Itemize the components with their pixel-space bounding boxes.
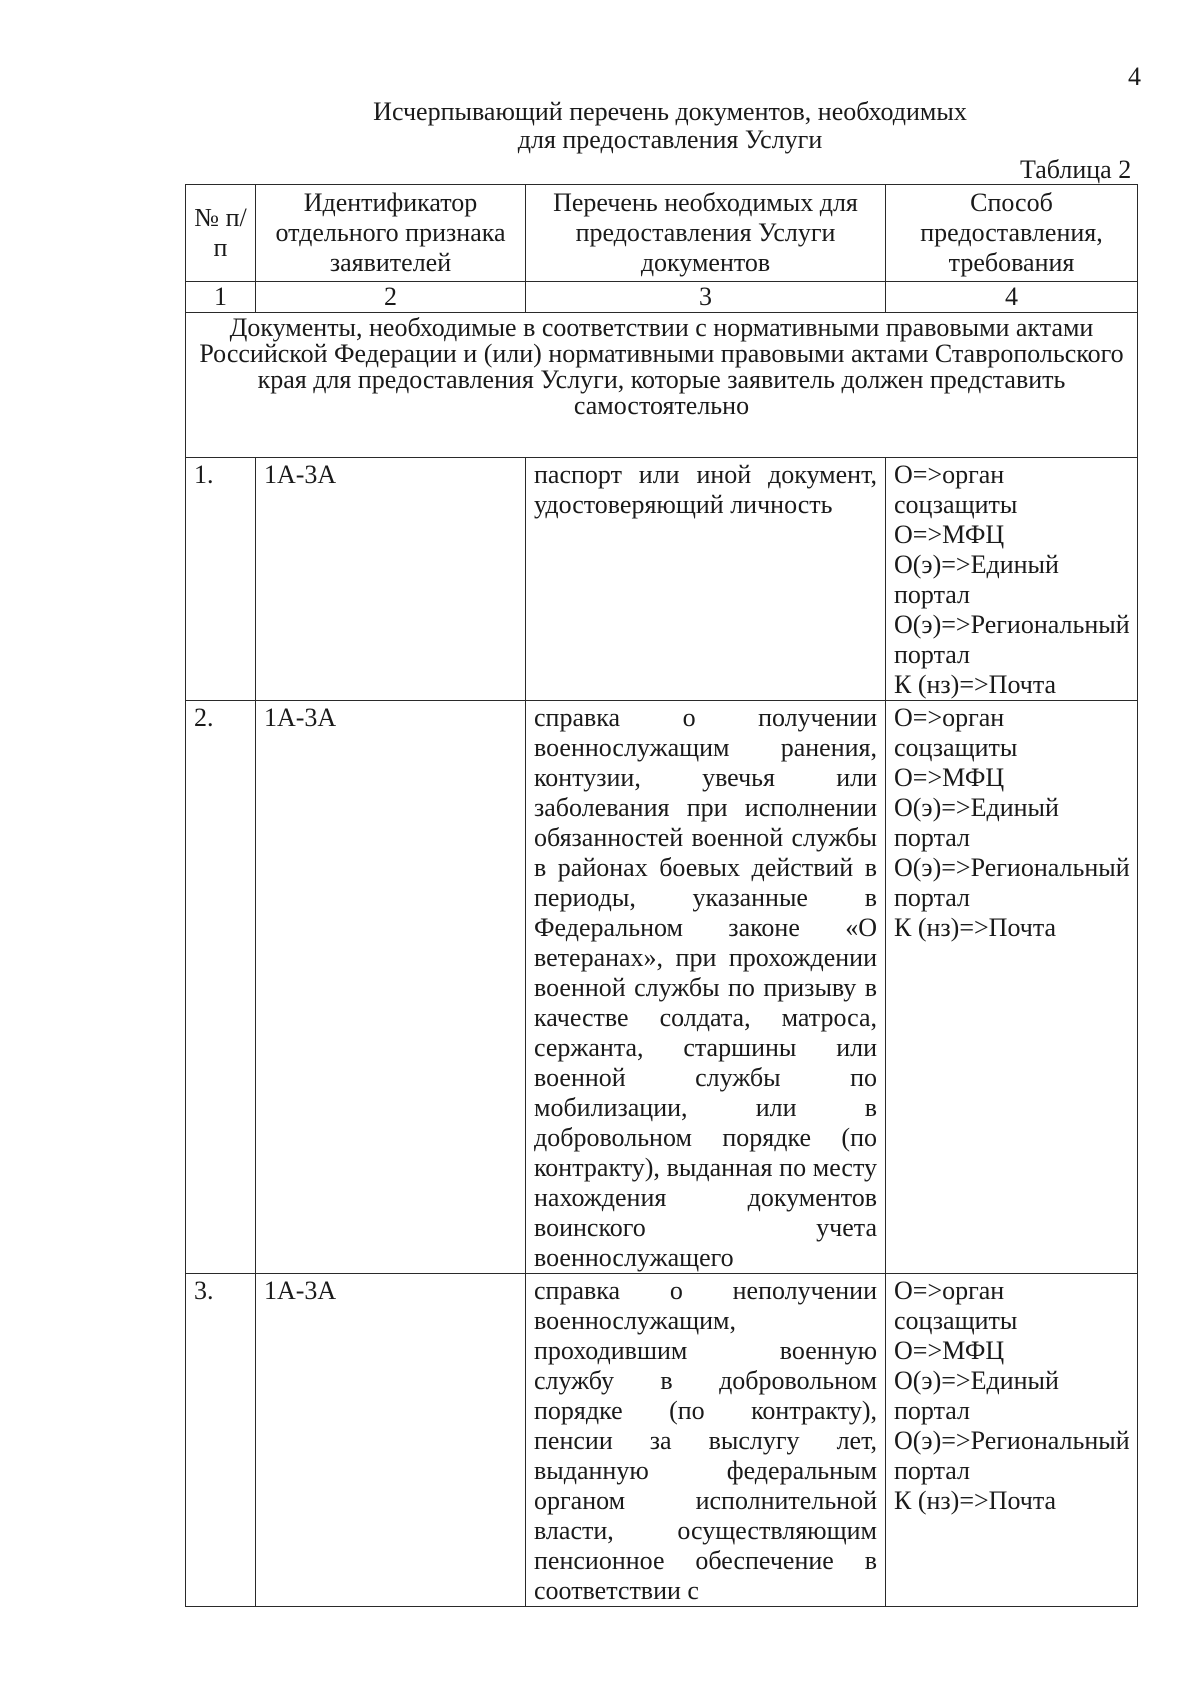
- row-identifier: 1А-3А: [256, 458, 526, 701]
- method-item: К (нз)=>Почта: [894, 913, 1057, 942]
- row-number: 2.: [186, 701, 256, 1274]
- method-item: О=>орган соцзащиты: [894, 703, 1018, 762]
- table-row: [186, 1274, 1138, 1607]
- table-caption: Таблица 2: [1020, 155, 1132, 184]
- column-number: 3: [526, 282, 886, 313]
- method-item: О=>орган соцзащиты: [894, 1276, 1018, 1335]
- document-title: [170, 98, 1170, 154]
- header-identifier: Идентификатор отдельного признака заявителей: [256, 185, 526, 282]
- method-item: О(э)=>Единый портал: [894, 793, 1059, 852]
- section-header-row: [186, 313, 1138, 458]
- row-methods: [886, 701, 1138, 1274]
- table-header-row: [186, 185, 1138, 282]
- header-number: № п/п: [186, 185, 256, 282]
- method-item: О(э)=>Единый портал: [894, 550, 1059, 609]
- row-methods: [886, 458, 1138, 701]
- method-item: К (нз)=>Почта: [894, 1486, 1057, 1515]
- row-document: справка о получении военнослужащим ранения, контузии, увечья или заболевания при исполнении обязанностей военной службы в районах боевых действий в периоды, указанные в Федеральном законе «О ветеранах», при прохождении военной службы по призыву в качестве солдата, матроса, сержанта, старшины или военной службы по мобилизации, или в добровольном порядке (по контракту), выданная по месту нахождения документов воинского учета военнослужащего: [526, 701, 886, 1274]
- row-document: паспорт или иной документ, удостоверяющий личность: [526, 458, 886, 701]
- method-item: О(э)=>Единый портал: [894, 1366, 1059, 1425]
- row-methods: [886, 1274, 1138, 1607]
- title-line-1: Исчерпывающий перечень документов, необходимых: [373, 97, 967, 126]
- column-number: 1: [186, 282, 256, 313]
- method-item: О(э)=>Региональный портал: [894, 1426, 1130, 1485]
- header-documents: Перечень необходимых для предоставления Услуги документов: [526, 185, 886, 282]
- row-number: 1.: [186, 458, 256, 701]
- method-item: К (нз)=>Почта: [894, 670, 1057, 699]
- method-item: О=>МФЦ: [894, 520, 1005, 549]
- method-item: О=>орган соцзащиты: [894, 460, 1018, 519]
- method-item: О(э)=>Региональный портал: [894, 610, 1130, 669]
- row-identifier: 1А-3А: [256, 1274, 526, 1607]
- documents-table: [185, 184, 1138, 1607]
- column-number: 4: [886, 282, 1138, 313]
- method-item: О=>МФЦ: [894, 763, 1005, 792]
- method-item: О(э)=>Региональный портал: [894, 853, 1130, 912]
- table-row: [186, 458, 1138, 701]
- method-item: О=>МФЦ: [894, 1336, 1005, 1365]
- row-identifier: 1А-3А: [256, 701, 526, 1274]
- column-number-row: [186, 282, 1138, 313]
- row-number: 3.: [186, 1274, 256, 1607]
- header-method: Способ предоставления, требования: [886, 185, 1138, 282]
- table-row: [186, 701, 1138, 1274]
- column-number: 2: [256, 282, 526, 313]
- row-document: справка о неполучении военнослужащим, проходившим военную службу в добровольном порядке (по контракту), пенсии за выслугу лет, выданную федеральным органом исполнительной власти, осуществляющим пенсионное обеспечение в соответствии с: [526, 1274, 886, 1607]
- section-title: Документы, необходимые в соответствии с нормативными правовыми актами Российской Федерации и (или) нормативными правовыми актами Ставропольского края для предоставления Услуги, которые заявитель должен представить самостоятельно: [186, 313, 1138, 458]
- title-line-2: для предоставления Услуги: [517, 125, 823, 154]
- page-number: 4: [1128, 62, 1141, 91]
